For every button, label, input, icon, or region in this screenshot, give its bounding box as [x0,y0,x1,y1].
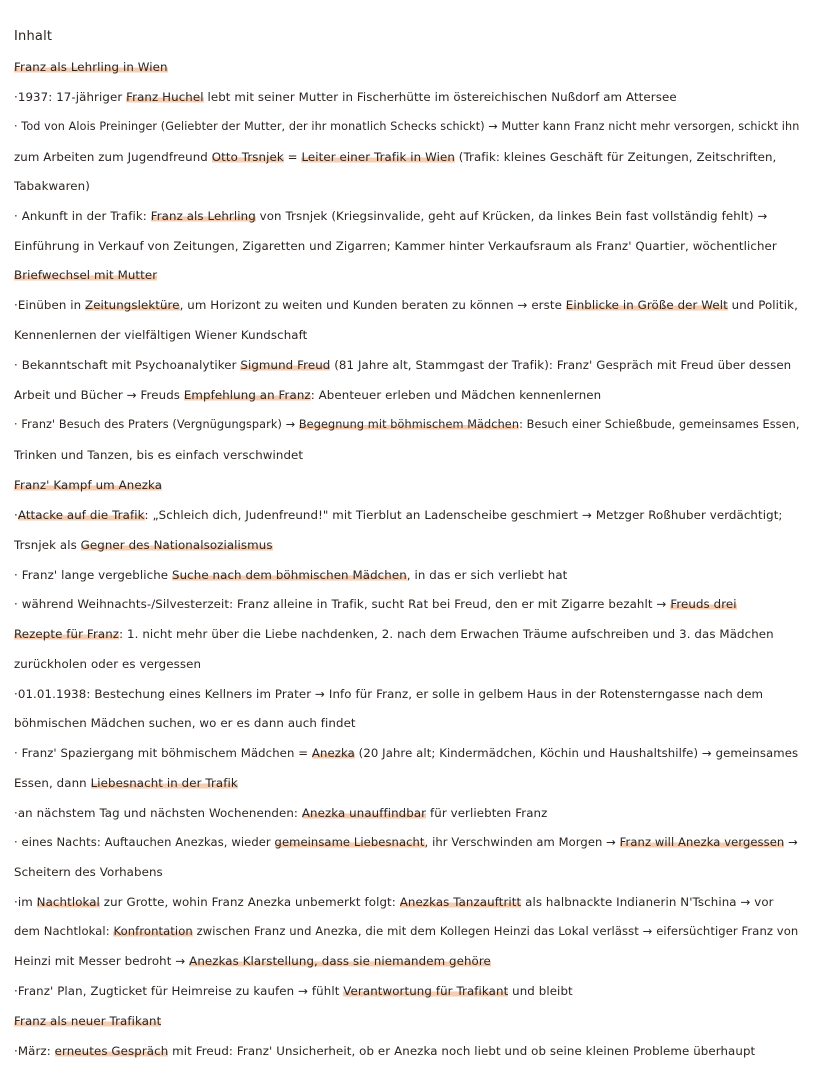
note-line [14,953,824,969]
text-segment: als halbnackte Indianerin N'Tschina → vor [521,895,774,909]
text-segment: Scheitern des Vorhabens [14,865,163,879]
text-segment: und bleibt [508,984,573,998]
text-segment: · Franz' Besuch des Praters (Vergnügungspark) → [14,418,299,431]
text-segment: zum Arbeiten zum Jugendfreund [14,150,212,164]
highlighted-phrase: Verantwortung für Trafikant [343,984,509,998]
note-line [14,745,824,761]
text-segment: dem Nachtlokal: [14,924,114,938]
text-segment: : Besuch einer Schießbude, gemeinsames Essen, [519,418,800,431]
text-segment: ·Franz' Plan, Zugticket für Heimreise zu kaufen → fühlt [14,984,344,998]
text-segment: : 1. nicht mehr über die Liebe nachdenken, 2. nach dem Erwachen Träume aufschreiben und 3. das Mädchen [119,627,774,641]
note-line [14,417,824,433]
text-segment: · [14,508,18,522]
text-segment: böhmischen Mädchen suchen, wo er es dann auch findet [14,716,356,730]
text-segment: (81 Jahre alt, Stammgast der Trafik): Franz' Gespräch mit Freud über dessen [330,358,792,372]
text-segment: Einführung in Verkauf von Zeitungen, Zigaretten und Zigarren; Kammer hinter Verkaufsraum als Franz' Quartier, wöchentlicher [14,239,777,253]
note-line [14,89,824,105]
highlighted-phrase: Freuds drei [670,597,737,611]
note-line [14,267,824,283]
note-line [14,208,824,224]
highlighted-phrase: Franz will Anezka vergessen [619,835,785,849]
note-line [14,715,824,731]
text-segment: · Tod von Alois Preininger (Geliebter der Mutter, der ihr monatlich Schecks schickt) → Mutter kann Franz nicht mehr versorgen, schickt ihn [14,120,800,133]
note-line [14,626,824,642]
text-segment: zurückholen oder es vergessen [14,657,202,671]
highlighted-phrase: Leiter einer Trafik in Wien [301,150,455,164]
highlighted-phrase: Rezepte für Franz [14,627,120,641]
text-segment: von Trsnjek (Kriegsinvalide, geht auf Krücken, da linkes Bein fast vollständig fehlt) → [255,209,768,223]
highlighted-phrase: Otto Trsnjek [211,150,284,164]
highlighted-phrase: Anezkas Klarstellung, dass sie niemandem gehöre [189,954,491,968]
note-line [14,297,824,313]
highlighted-phrase: Franz als Lehrling [150,209,256,223]
note-line [14,686,824,702]
note-line [14,387,824,403]
text-segment: , in das er sich verliebt hat [406,568,568,582]
text-segment: ·Einüben in [14,298,86,312]
text-segment: = [283,150,302,164]
highlighted-phrase: Einblicke in Größe der Welt [565,298,728,312]
highlighted-phrase: Begegnung mit böhmischem Mädchen [298,418,520,431]
text-segment: Arbeit und Bücher → Freuds [14,388,184,402]
text-segment: (Trafik: kleines Geschäft für Zeitungen, Zeitschriften, [454,150,777,164]
highlighted-phrase: Konfrontation [113,924,193,938]
text-segment: : Abenteuer erleben und Mädchen kennenlernen [310,388,602,402]
note-line [14,119,824,135]
page-title: Inhalt [14,29,53,44]
note-line [14,477,824,493]
note-line [14,357,824,373]
highlighted-phrase: Franz' Kampf um Anezka [14,478,163,492]
note-line [14,864,824,880]
note-line [14,1013,824,1029]
text-segment: , um Horizont zu weiten und Kunden beraten zu können → erste [179,298,566,312]
highlighted-phrase: Gegner des Nationalsozialismus [80,538,273,552]
text-segment: · Ankunft in der Trafik: [14,209,151,223]
highlighted-phrase: Attacke auf die Trafik [17,508,145,522]
text-segment: ·März: [14,1044,55,1058]
note-line [14,775,824,791]
text-segment: zwischen Franz und Anezka, die mit dem Kollegen Heinzi das Lokal verlässt → eifersüchtiger Franz von [192,924,799,938]
text-segment: · Franz' Spaziergang mit böhmischem Mädchen = [14,746,312,760]
text-segment: ·1937: 17-jähriger [14,90,127,104]
highlighted-phrase: Franz als neuer Trafikant [14,1014,162,1028]
note-line [14,983,824,999]
text-segment: Essen, dann [14,776,91,790]
note-line [14,327,824,343]
highlighted-phrase: erneutes Gespräch [54,1044,169,1058]
note-line [14,59,824,75]
highlighted-phrase: gemeinsame Liebesnacht [274,835,425,849]
text-segment: Trsnjek als [14,538,81,552]
highlighted-phrase: Anezkas Tanzauftritt [399,895,522,909]
note-line [14,923,824,939]
text-segment: ·01.01.1938: Bestechung eines Kellners im Prater → Info für Franz, er solle in gelbem Haus in der Rotensterngasse nach dem [14,687,764,701]
highlighted-phrase: Suche nach dem böhmischen Mädchen [172,568,407,582]
note-line [14,537,824,553]
highlighted-phrase: Zeitungslektüre [85,298,180,312]
highlighted-phrase: Sigmund Freud [240,358,331,372]
text-segment: und Politik, [727,298,798,312]
highlighted-phrase: Liebesnacht in der Trafik [90,776,238,790]
note-line [14,149,824,165]
note-line [14,894,824,910]
highlighted-phrase: Briefwechsel mit Mutter [14,268,158,282]
text-segment: mit Freud: Franz' Unsicherheit, ob er Anezka noch liebt und ob seine kleinen Probleme überhaupt [168,1044,756,1058]
text-segment: : „Schleich dich, Judenfreund!" mit Tierblut an Ladenscheibe geschmiert → Metzger Roßhuber verdächtigt; [144,508,783,522]
text-segment: für verliebten Franz [426,806,548,820]
text-segment: Kennenlernen der vielfältigen Wiener Kundschaft [14,328,308,342]
note-line [14,507,824,523]
text-segment: · eines Nachts: Auftauchen Anezkas, wieder [14,835,275,849]
text-segment: Trinken und Tanzen, bis es einfach verschwindet [14,448,304,462]
text-segment: lebt mit seiner Mutter in Fischerhütte im östereichischen Nußdorf am Attersee [203,90,677,104]
text-segment: · Bekanntschaft mit Psychoanalytiker [14,358,241,372]
note-line [14,238,824,254]
note-line [14,567,824,583]
text-segment: · Franz' lange vergebliche [14,568,172,582]
note-line [14,447,824,463]
text-segment: → [784,835,798,849]
highlighted-phrase: Anezka [311,746,355,760]
note-line [14,596,824,612]
text-segment: (20 Jahre alt; Kindermädchen, Köchin und Haushaltshilfe) → gemeinsames [354,746,799,760]
highlighted-phrase: Franz Huchel [126,90,204,104]
text-segment: · während Weihnachts-/Silvesterzeit: Franz alleine in Trafik, sucht Rat bei Freud, den er mit Zigarre bezahlt → [14,597,671,611]
note-line [14,656,824,672]
text-segment: Tabakwaren) [14,179,90,193]
text-segment: zur Grotte, wohin Franz Anezka unbemerkt folgt: [99,895,400,909]
highlighted-phrase: Nachtlokal [36,895,100,909]
highlighted-phrase: Anezka unauffindbar [301,806,427,820]
highlighted-phrase: Franz als Lehrling in Wien [14,60,168,74]
text-segment: , ihr Verschwinden am Morgen → [424,835,620,849]
note-line [14,805,824,821]
highlighted-phrase: Empfehlung an Franz [183,388,311,402]
note-line [14,178,824,194]
text-segment: ·im [14,895,37,909]
note-line [14,1043,824,1059]
text-segment: ·an nächstem Tag und nächsten Wochenenden: [14,806,302,820]
text-segment: Heinzi mit Messer bedroht → [14,954,190,968]
note-line [14,834,824,850]
